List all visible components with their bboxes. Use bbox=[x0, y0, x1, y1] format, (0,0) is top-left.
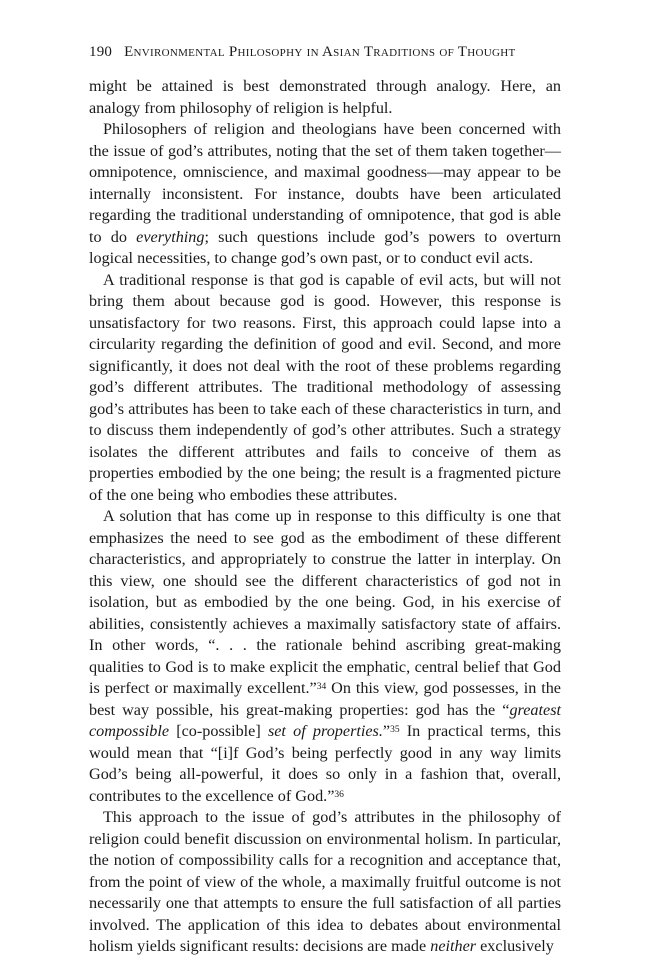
text-run: In practical terms, this would mean that “[i]f God’s being perfectly good in any way limits God’s being all-powerful, it does so only in a fashion that, overall, contributes to the excellence of God.” bbox=[89, 722, 561, 805]
text-run: [co-possible] bbox=[169, 722, 268, 740]
running-title: Environmental Philosophy in Asian Traditions of Thought bbox=[124, 44, 516, 60]
text-run: might be attained is best demonstrated through analogy. Here, an analogy from philosophy of religion is helpful. bbox=[89, 77, 561, 117]
text-run: This approach to the issue of god’s attributes in the philosophy of religion could benefit discussion on environmental holism. In particular, the notion of compossibility calls for a recognition and acceptance that, from the point of view of the whole, a maximally fruitful outcome is not necessarily one that attempts to ensure the full satisfaction of all parties involved. The application of this idea to debates about environmental holism yields significant results: decisions are made bbox=[89, 808, 561, 955]
footnote-ref: 34 bbox=[316, 682, 327, 692]
text-run: A traditional response is that god is capable of evil acts, but will not bring them about because god is good. However, this response is unsatisfactory for two reasons. First, this approach could lapse into a circularity regarding the definition of good and evil. Second, and more significantly, it does not deal with the root of these problems regarding god’s different attributes. The traditional methodology of assessing god’s attributes has been to take each of these characteristics in turn, and to discuss them independently of god’s other attributes. Such a strategy isolates the different attributes and fails to conceive of them as properties embodied by the one being; the result is a fragmented picture of the one being who embodies these attributes. bbox=[89, 270, 561, 504]
paragraph bbox=[89, 76, 561, 119]
text-run: Philosophers of religion and theologians have been concerned with the issue of god’s attributes, noting that the set of them taken together—omnipotence, omniscience, and maximal goodness—may appear to be internally inconsistent. For instance, doubts have been articulated regarding the traditional understanding of omnipotence, that god is able to do bbox=[89, 120, 561, 246]
paragraph bbox=[89, 119, 561, 270]
text-run: On this view, god possesses, in the best way possible, his great-making properties: god has the “ bbox=[89, 679, 561, 719]
text-run: ; such questions include god’s powers to overturn logical necessities, to change god’s own past, or to conduct evil acts. bbox=[89, 227, 562, 267]
body-text bbox=[89, 76, 561, 958]
italic-text: set of properties. bbox=[267, 722, 383, 740]
text-run: ” bbox=[382, 722, 391, 740]
running-header bbox=[89, 44, 569, 61]
footnote-ref: 36 bbox=[334, 789, 344, 800]
italic-text: everything bbox=[136, 227, 205, 246]
italic-text: neither bbox=[430, 937, 477, 955]
paragraph bbox=[89, 807, 561, 958]
paragraph bbox=[89, 270, 561, 507]
text-run: A solution that has come up in response to this difficulty is one that emphasizes the need to see god as the embodiment of these different characteristics, and appropriately to construe the latter in interplay. On this view, one should see the different characteristics of god not in isolation, but as embodied by the one being. God, in his exercise of abilities, consistently achieves a maximally satisfactory state of affairs. In other words, “. . . the rationale behind ascribing great-making qualities to God is to make explicit the emphatic, central belief that God is perfect or maximally excellent.” bbox=[89, 507, 561, 697]
footnote-ref: 35 bbox=[390, 725, 400, 735]
italic-text: greatest compossible bbox=[89, 700, 561, 740]
page-number: 190 bbox=[89, 44, 113, 60]
paragraph bbox=[89, 506, 561, 807]
text-run: exclusively bbox=[476, 937, 554, 955]
